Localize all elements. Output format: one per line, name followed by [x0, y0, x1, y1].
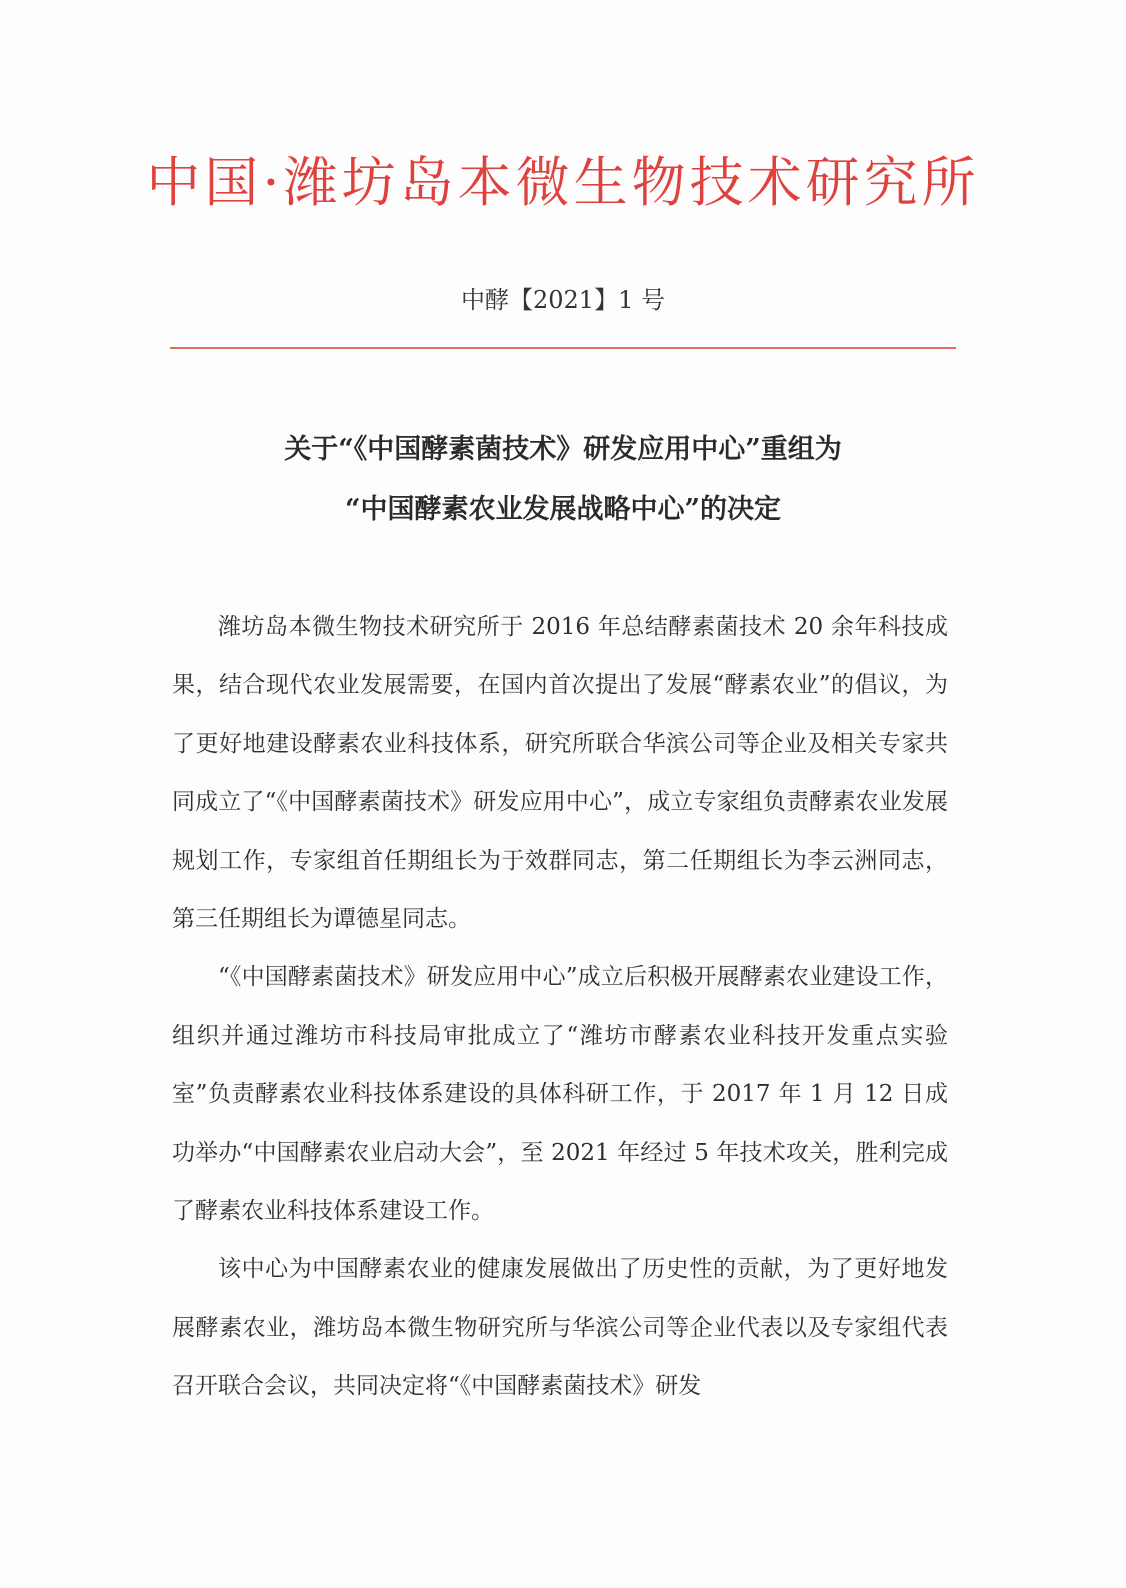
title-line-2: “中国酵素农业发展战略中心”的决定 [344, 494, 782, 525]
document-body [172, 598, 948, 1416]
title-line-1: 关于“《中国酵素菌技术》研发应用中心”重组为 [284, 434, 842, 465]
organization-header: 中国·潍坊岛本微生物技术研究所 [146, 151, 980, 214]
document-title [0, 420, 1126, 540]
paragraph-3: 该中心为中国酵素农业的健康发展做出了历史性的贡献，为了更好地发展酵素农业，潍坊岛本微生物研究所与华滨公司等企业代表以及专家组代表召开联合会议，共同决定将“《中国酵素菌技术》研发 [172, 1256, 948, 1400]
header-divider [170, 347, 956, 349]
paragraph-1: 潍坊岛本微生物技术研究所于 2016 年总结酵素菌技术 20 余年科技成果，结合现代农业发展需要，在国内首次提出了发展“酵素农业”的倡议，为了更好地建设酵素农业科技体系，研究所联合华滨公司等企业及相关专家共同成立了“《中国酵素菌技术》研发应用中心”，成立专家组负责酵素农业发展规划工作，专家组首任期组长为于效群同志，第二任期组长为李云洲同志，第三任期组长为谭德星同志。 [172, 614, 948, 933]
document-number: 中酵【2021】1 号 [461, 286, 665, 314]
paragraph-2: “《中国酵素菌技术》研发应用中心”成立后积极开展酵素农业建设工作，组织并通过潍坊市科技局审批成立了“潍坊市酵素农业科技开发重点实验室”负责酵素农业科技体系建设的具体科研工作，于 2017 年 1 月 12 日成功举办“中国酵素农业启动大会”，至 2021 年经过 5 年技术攻关，胜利完成了酵素农业科技体系建设工作。 [172, 964, 948, 1225]
